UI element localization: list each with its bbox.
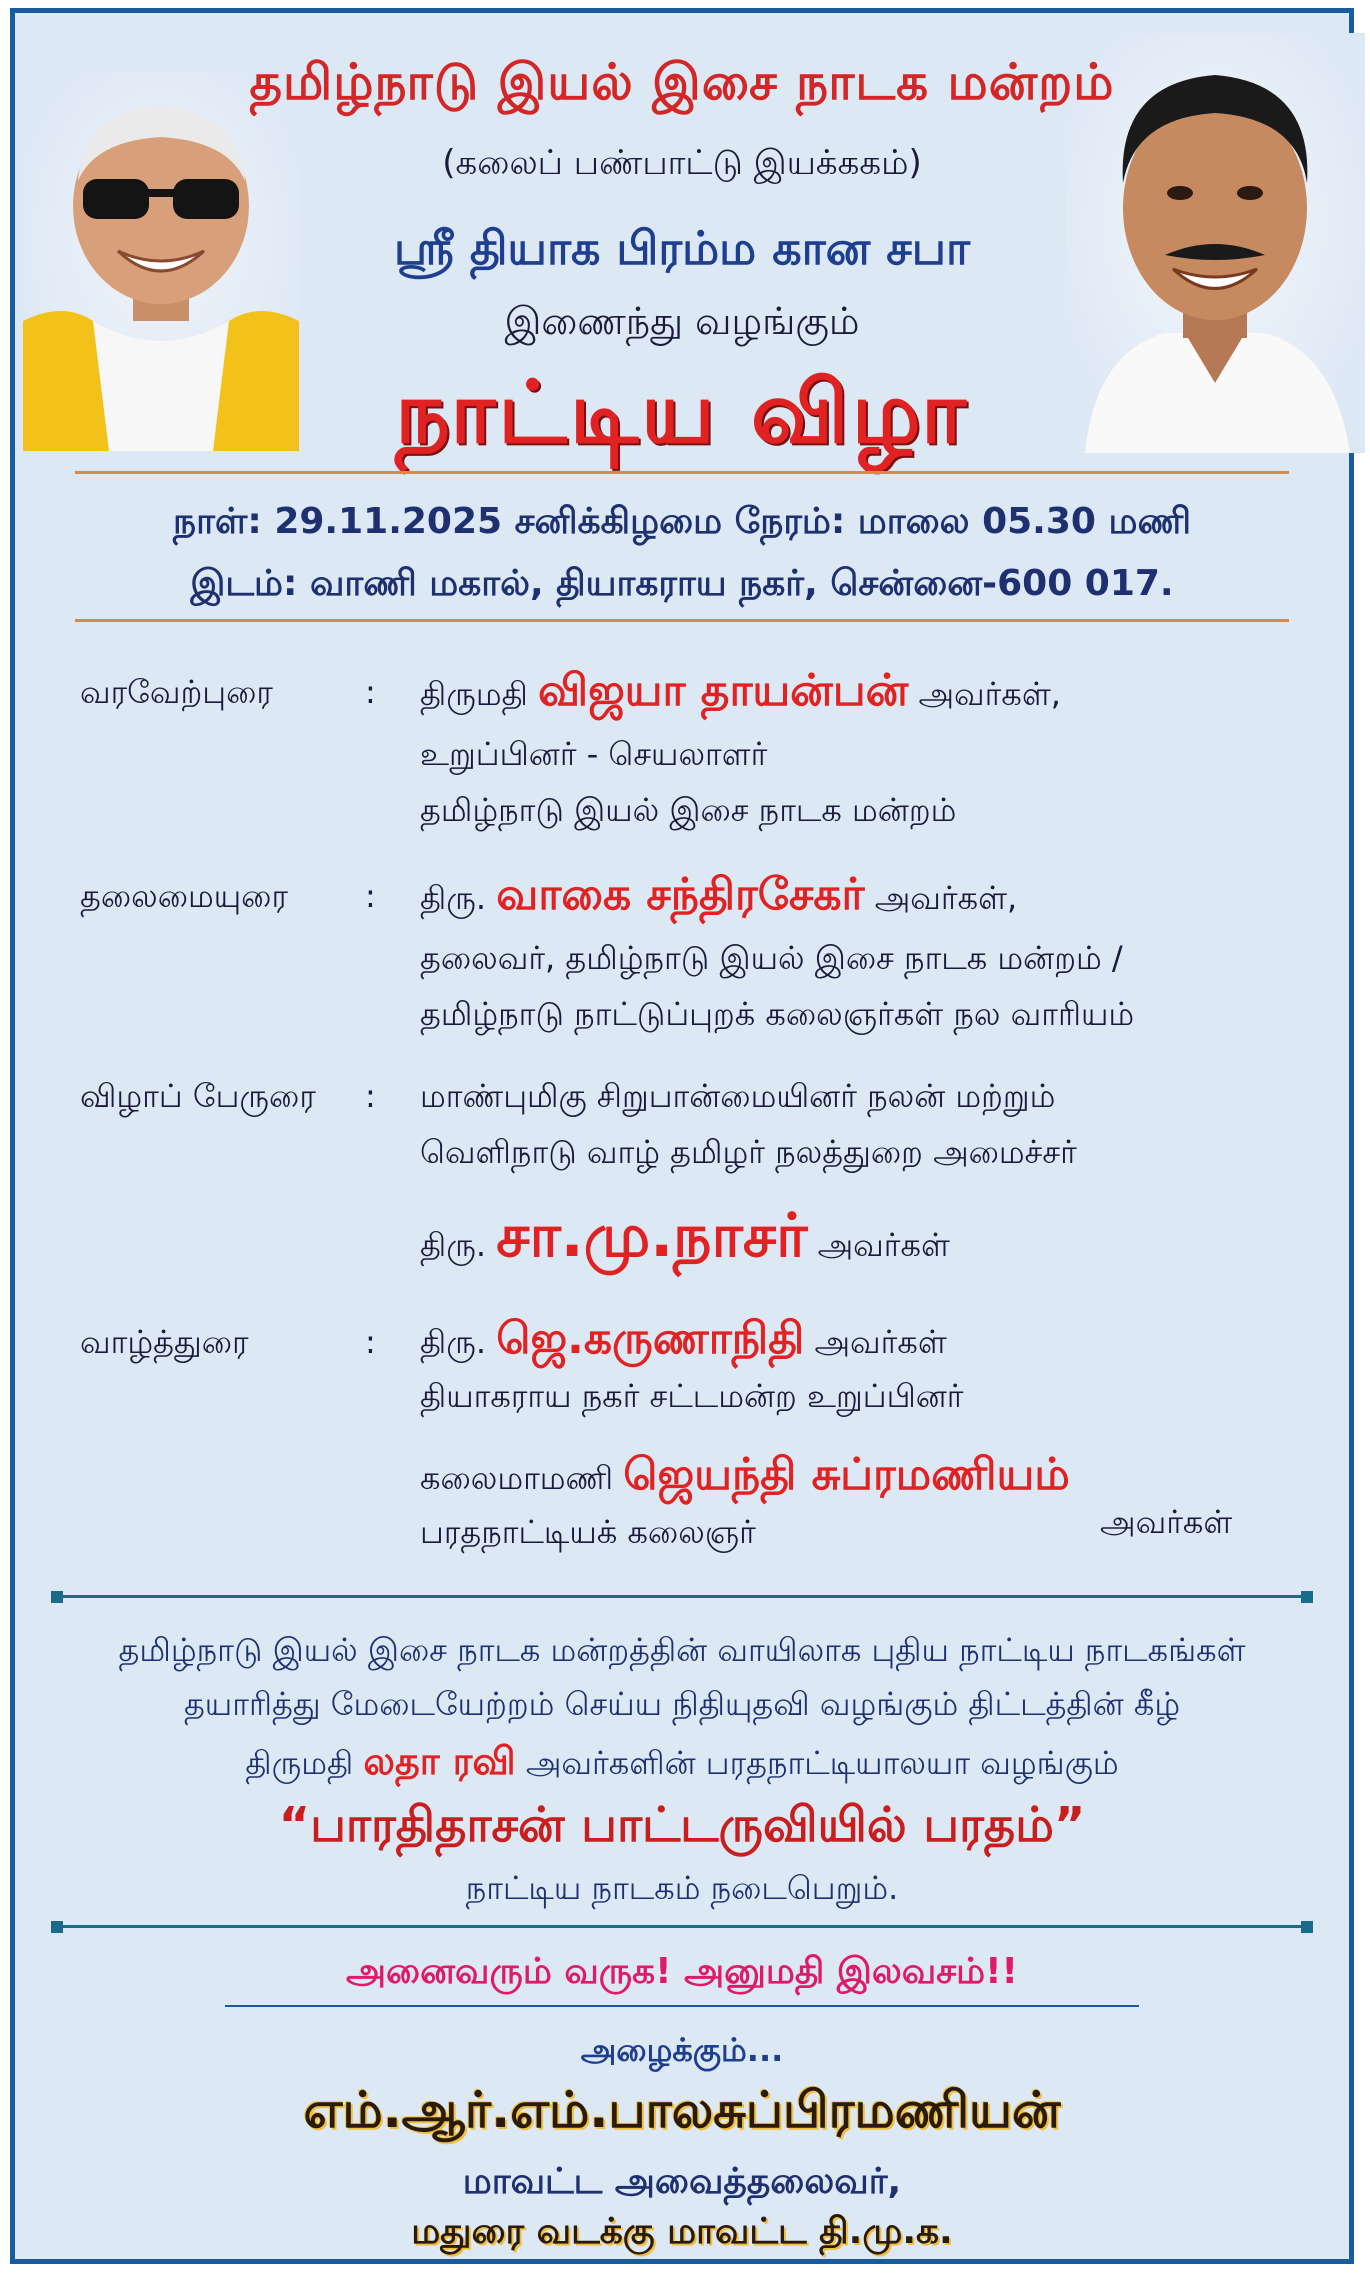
- department-subtitle: (கலைப் பண்பாட்டு இயக்ககம்): [442, 143, 922, 183]
- speaker-suffix: அவர்கள்: [817, 1226, 950, 1264]
- divider-performance-top: [53, 1595, 1311, 1598]
- speaker-prefix: திரு.: [420, 1226, 487, 1264]
- speaker-designation: உறுப்பினர் - செயலாளர்: [420, 735, 768, 773]
- divider-program: [75, 619, 1289, 622]
- speaker-designation-2: வெளிநாடு வாழ் தமிழர் நலத்துறை அமைச்சர்: [420, 1133, 1077, 1171]
- speaker-designation: தியாகராய நகர் சட்டமன்ற உறுப்பினர்: [420, 1377, 964, 1415]
- performer-prefix: திருமதி: [245, 1744, 354, 1782]
- role-colon: :: [365, 877, 376, 915]
- speaker-prefix: திரு.: [420, 1323, 487, 1361]
- role-colon: :: [365, 673, 376, 711]
- speaker-suffix-2: அவர்கள்: [1100, 1503, 1233, 1541]
- speaker-line: [420, 1313, 947, 1370]
- performance-line-2: தயாரித்து மேடையேற்றம் செய்ய நிதியுதவி வழங்கும் திட்டத்தின் கீழ்: [183, 1685, 1181, 1723]
- performer-name: லதா ரவி: [363, 1739, 516, 1783]
- welcome-all-free-entry: அனைவரும் வருக! அனுமதி இலவசம்!!: [346, 1951, 1018, 1992]
- speaker-designation: மாண்புமிகு சிறுபான்மையினர் நலன் மற்றும்: [420, 1077, 1056, 1115]
- speaker-name: ஜெ.கருணாநிதி: [496, 1313, 805, 1364]
- performer-suffix: அவர்களின் பரதநாட்டியாலயா வழங்கும்: [525, 1744, 1119, 1782]
- sabha-name: ஸ்ரீ தியாக பிரம்ம கான சபா: [393, 221, 971, 275]
- role-label: வாழ்த்துரை: [80, 1323, 249, 1361]
- event-venue: இடம்: வாணி மகால், தியாகராய நகர், சென்னை-600 017.: [190, 563, 1174, 604]
- speaker-name: வாகை சந்திரசேகர்: [496, 869, 865, 920]
- speaker-name: விஜயா தாயன்பன்: [538, 665, 909, 716]
- divider-end-left: [51, 1921, 63, 1933]
- role-colon: :: [365, 1077, 376, 1115]
- organisation-title: தமிழ்நாடு இயல் இசை நாடக மன்றம்: [249, 53, 1115, 111]
- speaker-designation-2: பரதநாட்டியக் கலைஞர்: [420, 1513, 756, 1551]
- role-label: விழாப் பேருரை: [80, 1077, 316, 1115]
- speaker-organisation: தமிழ்நாடு இயல் இசை நாடக மன்றம்: [420, 791, 957, 829]
- speaker-prefix-2: கலைமாமணி: [420, 1459, 614, 1497]
- role-colon: :: [365, 1323, 376, 1361]
- speaker-name: சா.மு.நாசர்: [496, 1201, 808, 1271]
- speaker-organisation: தமிழ்நாடு நாட்டுப்புறக் கலைஞர்கள் நல வாரியம்: [420, 995, 1135, 1033]
- host-organisation: மதுரை வடக்கு மாவட்ட தி.மு.க.: [411, 2211, 953, 2252]
- divider-performance-bottom: [53, 1925, 1311, 1928]
- speaker-suffix: அவர்கள்,: [874, 879, 1018, 917]
- speaker-designation: தலைவர், தமிழ்நாடு இயல் இசை நாடக மன்றம் /: [420, 939, 1123, 977]
- speaker-prefix: திரு.: [420, 879, 487, 917]
- divider-end-left: [51, 1591, 63, 1603]
- speaker-line: [420, 1201, 950, 1279]
- role-label: தலைமையுரை: [80, 877, 288, 915]
- divider-top: [75, 471, 1289, 474]
- host-name: எம்.ஆர்.எம்.பாலசுப்பிரமணியன்: [303, 2081, 1061, 2139]
- speaker-prefix: திருமதி: [420, 675, 528, 713]
- speaker-name-2: ஜெயந்தி சுப்ரமணியம்: [623, 1449, 1070, 1500]
- speaker-suffix: அவர்கள்,: [918, 675, 1061, 713]
- speaker-line: [420, 665, 1061, 722]
- performance-line-1: தமிழ்நாடு இயல் இசை நாடக மன்றத்தின் வாயிலாக புதிய நாட்டிய நாடகங்கள்: [118, 1631, 1246, 1669]
- performance-line-5: நாட்டிய நாடகம் நடைபெறும்.: [465, 1869, 899, 1907]
- speaker-line: [420, 869, 1017, 926]
- jointly-presents: இணைந்து வழங்கும்: [504, 299, 860, 343]
- divider-footer: [225, 2005, 1139, 2007]
- performance-title: “பாரதிதாசன் பாட்டருவியில் பரதம்”: [278, 1797, 1086, 1853]
- performance-line-3: [15, 1739, 1349, 1789]
- speaker-line-2: [420, 1449, 1070, 1506]
- festival-title: நாட்டிய விழா: [395, 363, 969, 463]
- speaker-suffix: அவர்கள்: [814, 1323, 947, 1361]
- invites-label: அழைக்கும்...: [580, 2031, 784, 2069]
- divider-end-right: [1301, 1591, 1313, 1603]
- host-title: மாவட்ட அவைத்தலைவர்,: [462, 2161, 902, 2202]
- divider-end-right: [1301, 1921, 1313, 1933]
- role-label: வரவேற்புரை: [80, 673, 273, 711]
- invitation-card: [10, 8, 1354, 2264]
- event-datetime: நாள்: 29.11.2025 சனிக்கிழமை நேரம்: மாலை 05.30 மணி: [173, 501, 1191, 542]
